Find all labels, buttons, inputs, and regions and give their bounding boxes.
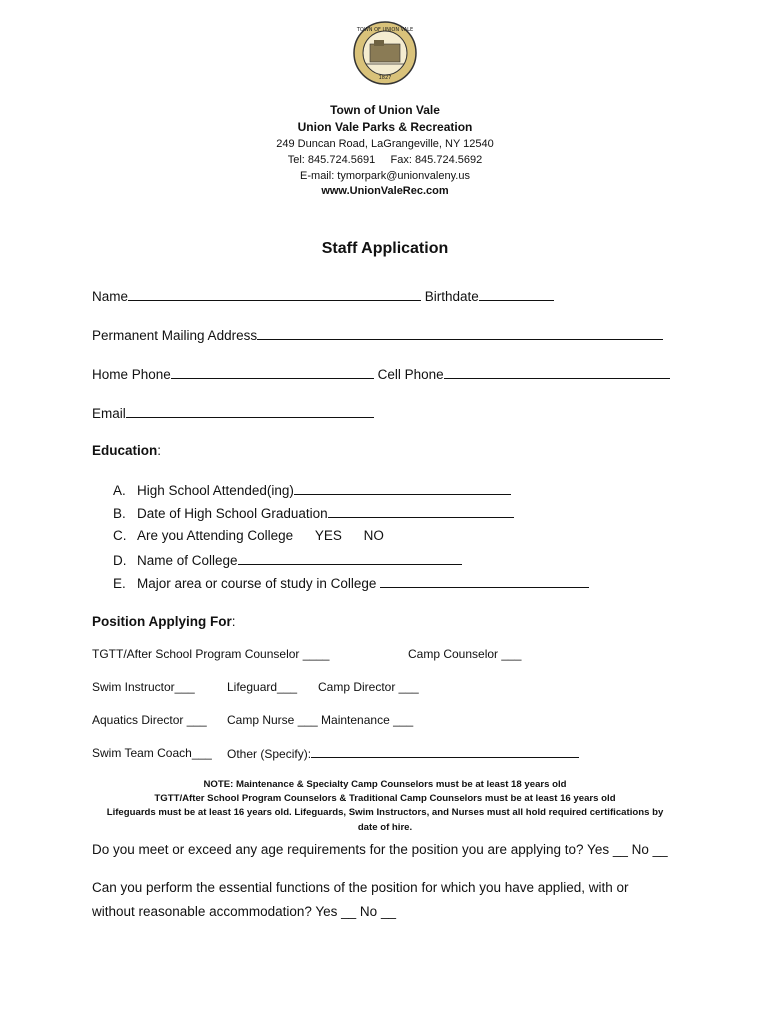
note-line-3: Lifeguards must be at least 16 years old. Lifeguards, Swim Instructors, and Nurses must all hold required certifications by: [106, 807, 664, 818]
major-field[interactable]: [380, 575, 589, 588]
cell-phone-label: Cell Phone: [377, 367, 444, 382]
mailing-label: Permanent Mailing Address: [92, 328, 258, 343]
college-no-option[interactable]: NO: [363, 528, 384, 543]
form-title: Staff Application: [321, 240, 449, 257]
cell-phone-field[interactable]: [444, 366, 670, 379]
age-requirement-question: Do you meet or exceed any age requirements for the position you are applying to? Yes __ No __: [92, 842, 668, 857]
department-name: Union Vale Parks & Recreation: [297, 120, 473, 134]
phone-fax: Tel: 845.724.5691 Fax: 845.724.5692: [287, 154, 483, 166]
home-phone-field[interactable]: [171, 366, 374, 379]
svg-text:TOWN OF UNION VALE: TOWN OF UNION VALE: [356, 27, 414, 33]
contact-email: E-mail: tymorpark@unionvaleny.us: [300, 170, 470, 182]
position-camp-nurse-maintenance[interactable]: Camp Nurse ___ Maintenance ___: [227, 713, 414, 727]
position-camp-director[interactable]: Camp Director ___: [318, 680, 419, 694]
website-link[interactable]: www.UnionValeRec.com: [321, 185, 449, 197]
email-label: Email: [92, 406, 126, 421]
education-heading: Education:: [92, 443, 162, 458]
education-item-d: D. Name of College: [113, 552, 462, 568]
essential-functions-question-1: Can you perform the essential functions of the position for which you have applied, with or: [92, 880, 629, 895]
name-field[interactable]: [128, 288, 421, 301]
note-line-2: TGTT/After School Program Counselors & Traditional Camp Counselors must be at least 16 years old: [154, 793, 616, 804]
position-swim-team-coach[interactable]: Swim Team Coach___: [92, 746, 212, 760]
name-label: Name: [92, 289, 129, 304]
education-item-c: C. Are you Attending College YES NO: [113, 528, 384, 543]
positions-heading: Position Applying For:: [92, 614, 236, 629]
note-line-4: date of hire.: [357, 822, 413, 833]
position-other: Other (Specify):: [227, 746, 579, 761]
education-item-a: A. High School Attended(ing): [113, 482, 511, 498]
svg-text:1827: 1827: [378, 75, 392, 81]
position-swim-instructor[interactable]: Swim Instructor___: [92, 680, 195, 694]
other-specify-field[interactable]: [311, 746, 579, 758]
email-field[interactable]: [126, 405, 374, 418]
mailing-field[interactable]: [257, 327, 663, 340]
position-camp-counselor[interactable]: Camp Counselor ___: [408, 647, 522, 661]
address: 249 Duncan Road, LaGrangeville, NY 12540: [276, 138, 494, 150]
mailing-row: [92, 327, 663, 343]
high-school-field[interactable]: [294, 482, 511, 495]
town-seal-logo: [352, 20, 418, 86]
position-tgtt[interactable]: TGTT/After School Program Counselor ____: [92, 647, 330, 661]
email-row: [92, 405, 374, 421]
education-item-e: E. Major area or course of study in College: [113, 575, 589, 591]
college-yes-option[interactable]: YES: [314, 528, 342, 543]
graduation-date-field[interactable]: [328, 505, 514, 518]
birthdate-field[interactable]: [479, 288, 554, 301]
college-name-field[interactable]: [238, 552, 462, 565]
town-name: Town of Union Vale: [330, 103, 440, 117]
home-phone-label: Home Phone: [92, 367, 171, 382]
essential-functions-question-2: without reasonable accommodation? Yes __ No __: [92, 904, 396, 919]
birthdate-label: Birthdate: [424, 289, 479, 304]
phone-row: [92, 366, 670, 382]
note-line-1: NOTE: Maintenance & Specialty Camp Counselors must be at least 18 years old: [203, 779, 567, 790]
position-lifeguard[interactable]: Lifeguard___: [227, 680, 298, 694]
position-aquatics-director[interactable]: Aquatics Director ___: [92, 713, 207, 727]
name-row: [92, 288, 554, 304]
education-item-b: B. Date of High School Graduation: [113, 505, 514, 521]
